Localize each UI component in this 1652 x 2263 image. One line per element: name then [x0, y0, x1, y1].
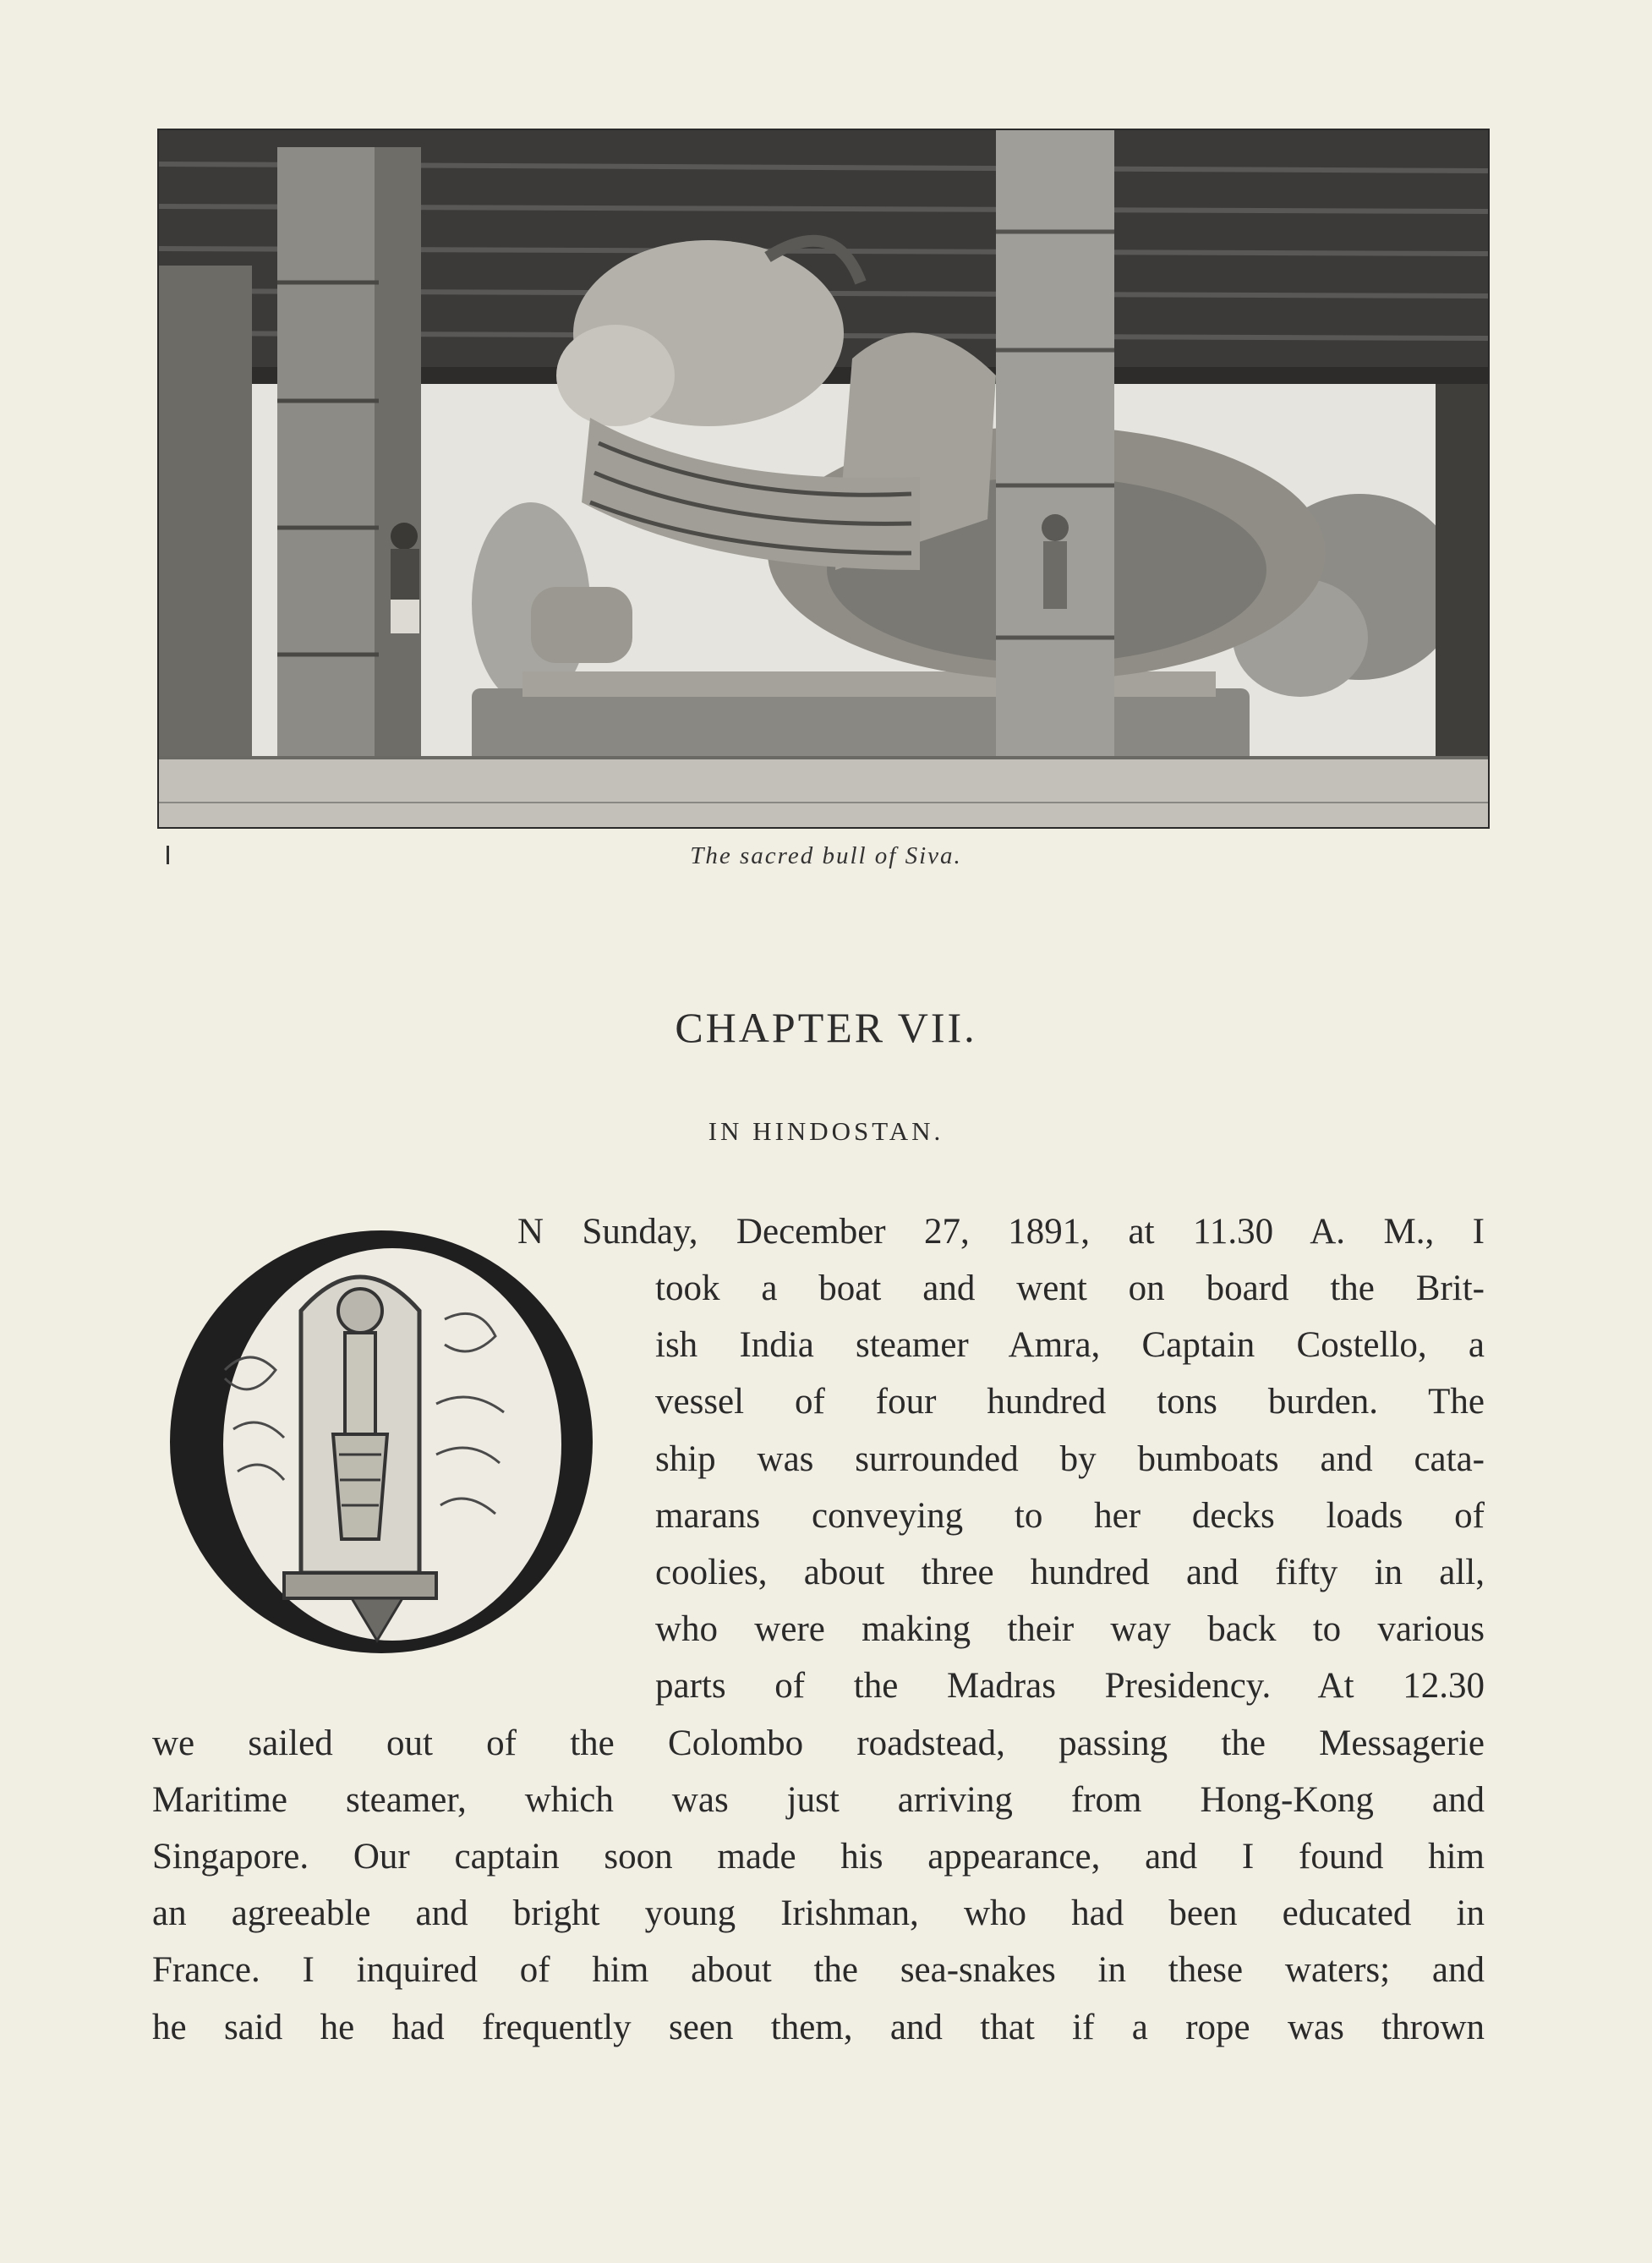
body-line-6: marans conveying to her decks loads of — [655, 1496, 1485, 1536]
body-line-5: ship was surrounded by bumboats and cata- — [655, 1439, 1485, 1479]
sacred-bull-illustration — [157, 129, 1490, 829]
body-line-2: took a boat and went on board the Brit- — [655, 1268, 1485, 1308]
body-line-9: parts of the Madras Presidency. At 12.30 — [655, 1666, 1485, 1706]
body-line-10: we sailed out of the Colombo roadstead, passing the Messagerie — [152, 1723, 1485, 1763]
body-line-12: Singapore. Our captain soon made his appearance, and I found him — [152, 1837, 1485, 1877]
body-line-7: coolies, about three hundred and fifty in all, — [655, 1553, 1485, 1592]
decorated-initial-o — [157, 1218, 605, 1679]
figure-caption: The sacred bull of Siva. — [690, 842, 962, 869]
body-line-13: an agreeable and bright young Irishman, who had been educated in — [152, 1893, 1485, 1933]
body-line-11: Maritime steamer, which was just arriving from Hong-Kong and — [152, 1780, 1485, 1820]
chapter-subtitle: IN HINDOSTAN. — [708, 1116, 944, 1146]
body-line-8: who were making their way back to various — [655, 1609, 1485, 1649]
body-line-3: ish India steamer Amra, Captain Costello, a — [655, 1325, 1485, 1365]
chapter-title: CHAPTER VII. — [675, 1004, 977, 1051]
body-line-1: N Sunday, December 27, 1891, at 11.30 A. M., I — [517, 1212, 1485, 1252]
body-line-4: vessel of four hundred tons burden. The — [655, 1382, 1485, 1422]
body-line-14: France. I inquired of him about the sea-snakes in these waters; and — [152, 1950, 1485, 1990]
body-line-15: he said he had frequently seen them, and that if a rope was thrown — [152, 2008, 1485, 2047]
